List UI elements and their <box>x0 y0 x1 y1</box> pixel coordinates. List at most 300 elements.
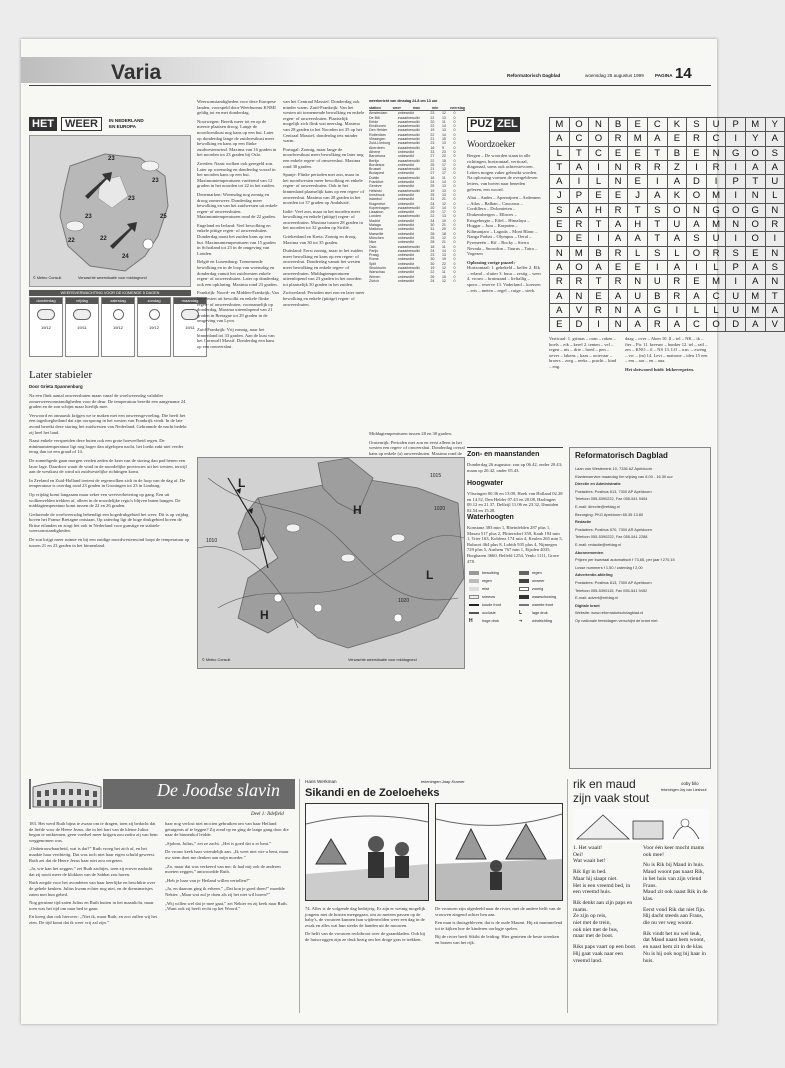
temps-table-cell: 0 <box>453 188 456 193</box>
temps-table-cell: onbewolkt <box>397 171 414 176</box>
header-rule <box>29 85 711 86</box>
legend-swatch <box>469 612 479 614</box>
weather-logo-sub2: EN EUROPA <box>109 124 136 129</box>
temps-table-cell: zwaarbewolkt <box>397 124 420 129</box>
isobar-label: 1020 <box>434 506 446 512</box>
grid-letter: E <box>687 275 707 289</box>
temps-table-cell: Genève <box>369 184 382 189</box>
paragraph: „Ja, en daarom ging ik erheen.” „Dat kon je goed doen!” moedde Nekter. „Maar wat zul je doen als zij het niet wil horen?” <box>165 886 285 897</box>
temps-table-cell: 0 <box>453 201 456 206</box>
grid-letter: A <box>609 290 629 304</box>
temps-table-cell: 13 <box>441 214 446 219</box>
grid-letter: R <box>687 132 707 146</box>
temps-table-cell: 22 <box>430 214 435 219</box>
legend-swatch <box>519 571 529 575</box>
temps-table-cell: onbewolkt <box>397 154 414 159</box>
grid-letter: R <box>609 132 629 146</box>
story-line: Oei! <box>573 851 583 858</box>
pressure-label: L <box>426 568 434 582</box>
grid-letter: S <box>687 232 707 246</box>
temps-table-cell: 24 <box>430 248 435 253</box>
legend-swatch <box>469 587 479 591</box>
paragraph: België en Luxemburg: Toenemende bewolking en in de loop van woensdag en donderdag vanuit het zuidwesten enkele regen- of onweersbuien. Later op donderdag ook een opklaring. Maxima rond 23 graden. <box>197 259 279 287</box>
temps-table-cell: 22 <box>430 124 435 129</box>
story-line: niet met de trein, <box>573 920 611 927</box>
temps-table-cell: 19 <box>441 257 446 262</box>
temps-table-cell: Kopenhagen <box>369 205 390 210</box>
legend-row: mist zonnig <box>469 585 563 593</box>
temps-table-cell: 0 <box>453 180 456 185</box>
grid-letter: E <box>550 318 570 332</box>
temps-table-cell: 17 <box>441 171 446 176</box>
grid-letter: A <box>550 132 570 146</box>
temps-table-cell: 16 <box>430 175 435 180</box>
temps-table-cell: 31 <box>430 227 435 232</box>
temps-table-cell: 13 <box>441 141 446 146</box>
paragraph: De vrouw keek haar vriendelijk aan. „Ik weet niet wie u bent, maar uw stem doet me denken aan mijn moeder.” <box>165 849 289 860</box>
legend-row: bewolking regen <box>469 569 563 577</box>
story-line: Wat waait het! <box>573 858 606 865</box>
hoogwater-title: Hoogwater <box>467 480 504 487</box>
grid-letter: H <box>589 204 609 218</box>
grid-letter: Y <box>746 132 766 146</box>
temps-table-cell: onbewolkt <box>397 274 414 279</box>
temps-table-cell: Split <box>369 261 376 266</box>
temps-table-cell: Lissabon <box>369 210 384 215</box>
map-temp: 23 <box>128 196 135 202</box>
hoogwater-text: Vlissingen 00.36 en 13.09, Hoek van Holland 02.28 en 14.52, Den Helder 07.43 en 20.08, Harlingen 09.12 en 21.37, Delfzijl 11.06 en 23.32, IJmuiden 02.54 en 15.28. <box>467 491 563 513</box>
temps-table-cell: 0 <box>453 205 456 210</box>
grid-letter: A <box>746 275 766 289</box>
story-line: Hij gaat vaak naar een vreemd land. <box>573 950 624 964</box>
temps-table-cell: Klagenfurt <box>369 201 386 206</box>
temps-table-cell: 0 <box>453 115 456 120</box>
colofon-lines <box>575 465 707 624</box>
masthead-paper: Reformatorisch Dagblad <box>507 73 561 78</box>
comic-panel-left <box>305 803 429 901</box>
temps-table-cell: 0 <box>453 141 456 146</box>
comic-illustration <box>436 804 562 900</box>
story-line: Eerst vond Rik dat niet fijn. <box>643 906 706 913</box>
map-credit: © Meteo Consult <box>202 658 231 662</box>
grid-letter: S <box>726 247 746 261</box>
temps-table-cell: 0 <box>453 124 456 129</box>
grid-letter: N <box>746 189 766 203</box>
temps-table-cell: 25 <box>430 184 435 189</box>
pressure-label: H <box>353 503 362 517</box>
paragraph: Horizontaal: 1. gehekeld – keffer 2. Elk – erland – sluiter 3. buur – zestig – weer 4. vrouw – bruinzand – lieftallig – spoor – reserve 13. Vaderland – koersen – erts – meten – regel – ruige – sterk. <box>467 265 541 293</box>
temps-table-cell: 19 <box>430 188 435 193</box>
colofon-line: E-mail: redactie@refdag.nl <box>575 541 622 547</box>
puzzle-solution-title: Oplossing vorige puzzel: <box>467 259 515 265</box>
paragraph: Zwitserland: Perioden met zon en later meer bewolking en enkele (pittige) regen- of onweersbuien. <box>283 290 365 307</box>
temps-table-cell: 22 <box>430 158 435 163</box>
temps-table-cell: onbewolkt <box>397 218 414 223</box>
temps-table-cell: 0 <box>453 253 456 258</box>
temps-table-cell: onbewolkt <box>397 240 414 245</box>
temps-table-cell: 0 <box>453 149 456 154</box>
temps-table-cell: onbewolkt <box>397 257 414 262</box>
forecast-temp: 19/12 <box>40 325 51 330</box>
kids-drawing <box>573 809 709 843</box>
word-search-grid <box>549 117 785 332</box>
grid-letter: A <box>687 218 707 232</box>
grid-letter: M <box>707 275 727 289</box>
temps-table-cell: onbewolkt <box>397 261 414 266</box>
map-temp: 23 <box>85 214 92 220</box>
temps-table-cell: 12 <box>441 201 446 206</box>
grid-letter: I <box>766 232 785 246</box>
temps-table-cell: Mallorca <box>369 227 383 232</box>
temps-table-cell: 0 <box>453 197 456 202</box>
paragraph: Nog geruime tijd zaten Julius en Ruth buiten in het maanlicht, maar toen was het tijd om naar bed te gaan. <box>29 900 154 911</box>
grid-letter: I <box>707 175 727 189</box>
weather-article-title: Later stabieler <box>29 369 93 381</box>
temps-table-cell: zwaarbewolkt <box>397 119 420 124</box>
temps-table-cell: Rome <box>369 257 379 262</box>
temps-table-cell: Marseille <box>369 231 384 236</box>
temps-table-cell: Eelde <box>369 119 379 124</box>
temps-table-cell: 17 <box>441 162 446 167</box>
grid-letter: E <box>746 247 766 261</box>
forecast-day-name: donderdag <box>30 298 62 304</box>
kids-illustration <box>573 809 709 843</box>
grid-letter: T <box>589 218 609 232</box>
paragraph: Bergen – De woorden staan in alle richtingen, horizontaal, verticaal, diagonaal, soms ook achterstevoren. Letters mogen vaker gebruikt worden. Na oplossing vormen de overgebleven letters, van boven naar beneden gelezen, een woord. <box>467 153 538 192</box>
temps-table-cell: 23 <box>430 141 435 146</box>
grid-letter: A <box>609 232 629 246</box>
temps-table-cell: 0 <box>453 235 456 240</box>
temps-table <box>369 106 465 283</box>
grid-letter: M <box>707 218 727 232</box>
temps-table-cell: Eindhoven <box>369 124 386 129</box>
grid-letter: I <box>648 261 668 275</box>
temps-table-cell: 13 <box>441 167 446 172</box>
temps-table-title: weerbericht van dinsdag 24-8 om 13 uur <box>369 99 438 103</box>
temps-table-cell: 13 <box>441 188 446 193</box>
grid-letter: A <box>648 132 668 146</box>
grid-letter: E <box>628 175 648 189</box>
story-line: Ze zijn op reis, <box>573 913 607 920</box>
forecast-temp: 19/11 <box>77 325 87 330</box>
grid-letter: I <box>726 161 746 175</box>
forecast-title: WEERSVERWACHTING VOOR DE KOMENDE 5 DAGEN <box>29 290 191 296</box>
column-divider <box>299 779 300 1013</box>
paragraph: Portugal: Zonnig, maar lange de noordwestkust meer bewolking en later nog een enkele regen- of onweersbui. Maxima rond 30 graden. <box>283 146 364 169</box>
temps-table-cell: 13 <box>441 253 446 258</box>
sun-icon <box>314 604 322 612</box>
grid-letter: O <box>570 118 590 132</box>
grid-letter: N <box>609 175 629 189</box>
europe-weather-map <box>197 457 465 669</box>
colofon-line: Laan van Westenenk 10, 7336 AZ Apeldoorn <box>575 466 653 471</box>
temps-table-cell: onbewolkt <box>397 149 414 154</box>
legend-swatch <box>469 579 479 583</box>
grid-letter: E <box>570 232 590 246</box>
temps-table-cell: zwaarbewolkt <box>397 188 420 193</box>
temps-table-cell: 0 <box>453 223 456 228</box>
colofon-line: E-mail: directie@refdag.nl <box>575 503 620 509</box>
sun-icon <box>394 614 402 622</box>
serial-subtitle: Deel 1: Ildefield <box>251 812 284 817</box>
grid-letter: A <box>668 318 688 332</box>
grid-letter: N <box>609 318 629 332</box>
temps-table-cell: 11 <box>441 119 446 124</box>
temps-table-cell: Istanbul <box>369 197 382 202</box>
grid-letter: A <box>668 175 688 189</box>
grid-letter: R <box>609 204 629 218</box>
grid-letter: E <box>589 290 609 304</box>
temps-table-cell: Frankfurt <box>369 180 384 185</box>
paragraph: Zuid-Frankrijk: Vrij zonnig, naar het binnenland tot 33 graden. Aan de kust van het Cornwall Massif. Donderdag een kans op een onweersbui. <box>197 326 275 349</box>
puzzle-solution-col <box>625 336 709 376</box>
paragraph: „Sjalom, Julius,” zei ze zacht. „Het is goed dat u er bent.” <box>165 840 272 846</box>
grid-letter: C <box>589 147 609 161</box>
legend-swatch <box>519 604 529 606</box>
temps-table-cell: Innsbruck <box>369 192 385 197</box>
grid-letter: N <box>609 304 629 318</box>
temps-table-cell: 15 <box>441 158 446 163</box>
legend-swatch: H <box>469 618 473 624</box>
temps-table-cell: 0 <box>453 132 456 137</box>
temps-table-cell: 28 <box>430 240 435 245</box>
page-number: 14 <box>675 65 692 82</box>
grid-letter: G <box>726 147 746 161</box>
story-line: Nu is Rik bij Maud in huis. <box>643 862 705 869</box>
temps-table-cell: Dublin <box>369 175 380 180</box>
kids-illustrator: tekeningen Joy van Lieshout <box>661 788 707 792</box>
cloud-icon <box>141 161 159 171</box>
temps-table-cell: 0 <box>453 231 456 236</box>
legend-swatch: L <box>519 610 523 616</box>
map-credit: © Meteo Consult <box>33 276 62 280</box>
comic-title: Sikandi en de Zoeloeheks <box>305 787 440 799</box>
temps-table-cell: onbewolkt <box>397 235 414 240</box>
colofon-line: E-mail: advert@refdag.nl <box>575 595 619 601</box>
paragraph: „Zo, maar dat was verkeerd van me; ik had mij ook de anderen moeten zeggen,” antwoordde Ruth. <box>165 863 281 875</box>
column-divider <box>567 779 568 1013</box>
temps-table-cell: 0 <box>453 128 456 133</box>
paragraph: Verticaal: 1. grimas – oom – raken – boels – eik – kerel 2. tenten – vel – regen – nis – drie – hoed – pen – oever – lakens – kaas – ooievaar – broers – zorg – reeks – pracht – kind – eng. <box>549 336 617 369</box>
temps-table-cell: zwaarbewolkt <box>397 214 420 219</box>
grid-letter: S <box>687 118 707 132</box>
grid-letter: R <box>766 218 785 232</box>
grid-letter: A <box>746 318 766 332</box>
grid-letter: U <box>707 118 727 132</box>
grid-letter: O <box>746 147 766 161</box>
legend-row: occlusie L lage druk <box>469 609 563 617</box>
temps-table-cell: 26 <box>430 274 435 279</box>
story-line: Maud woont pas naast Rik, <box>643 869 705 876</box>
temps-table-cell: zwaarbewolkt <box>397 205 420 210</box>
puzzle-instructions <box>467 153 541 296</box>
grid-letter: M <box>746 290 766 304</box>
puzzle-logo-puz: PUZ <box>467 117 495 132</box>
masthead-date: woensdag 25 augustus 1999 <box>585 73 644 78</box>
temps-table-cell: 0 <box>453 248 456 253</box>
grid-letter: M <box>570 247 590 261</box>
temps-table-cell: Amsterdam <box>369 111 388 116</box>
grid-letter: A <box>628 304 648 318</box>
paragraph: Bij de rivier heeft Sikibi de leiding. Hier genieten de beste strenken en bonen van het rijk. <box>435 934 559 945</box>
temps-table-cell: 12 <box>441 265 446 270</box>
temps-table-cell: 27 <box>430 154 435 159</box>
grid-letter: A <box>628 318 648 332</box>
temps-table-cell: Vlissingen <box>369 137 386 142</box>
colofon-line: Op nationale feestdagen verschijnt de krant niet. <box>575 617 659 623</box>
map-caption: Verwachte weersituatie voor middagrond <box>78 276 147 280</box>
temps-table-cell: 25 <box>430 235 435 240</box>
temps-table-cell: Barcelona <box>369 154 386 159</box>
temps-table-cell: onbewolkt <box>397 201 414 206</box>
temps-table-cell: 25 <box>430 192 435 197</box>
comic-caption-right <box>435 906 563 949</box>
grid-letter: H <box>628 218 648 232</box>
grid-letter: R <box>570 275 590 289</box>
grid-letter: M <box>707 189 727 203</box>
temps-table-cell: onbewolkt <box>397 192 414 197</box>
forecast-day-name: vrijdag <box>66 298 98 304</box>
grid-letter: A <box>668 232 688 246</box>
pressure-label: H <box>260 608 269 622</box>
kids-story-left <box>573 845 639 964</box>
netherlands-land <box>60 154 168 271</box>
grid-letter: O <box>687 247 707 261</box>
grid-letter: G <box>648 304 668 318</box>
colofon-line: Postadres: Postbus 613, 7300 AP Apeldoorn <box>575 488 652 494</box>
pressure-label: L <box>238 476 246 490</box>
grid-letter: T <box>648 218 668 232</box>
temps-table-cell: 13 <box>441 115 446 120</box>
colofon-line: Digitale krant <box>575 602 600 608</box>
grid-letter: G <box>746 204 766 218</box>
paragraph: Middagtemperaturen tussen 28 en 30 graden. <box>369 431 452 436</box>
grid-letter: I <box>726 275 746 289</box>
weather-legend <box>469 569 563 625</box>
colosseum-icon <box>31 779 103 809</box>
colofon-line: Bezorging: PKG Apeldoorn 65.35 13.80 <box>575 511 644 517</box>
temps-table-cell: zwaarbewolkt <box>397 265 420 270</box>
temps-table-cell: 22 <box>430 132 435 137</box>
temps-table-cell: 0 <box>453 111 456 116</box>
grid-letter: A <box>648 189 668 203</box>
temps-table-cell: Praag <box>369 253 379 258</box>
temps-table-cell: 14 <box>441 124 446 129</box>
temps-table-cell: 22 <box>430 115 435 120</box>
temps-table-cell: 21 <box>430 137 435 142</box>
story-line: en naast hem zit in de klas. <box>643 944 704 951</box>
temps-table-cell: 0 <box>453 154 456 159</box>
grid-letter: U <box>628 290 648 304</box>
temps-table-cell: 0 <box>453 218 456 223</box>
temps-table-cell: onbewolkt <box>397 184 414 189</box>
grid-letter: R <box>570 218 590 232</box>
paragraph: De vrouwen zijn afgedeeld naar de rivier, met de andere helft van de vrouwen zingend achter hen aan. <box>435 906 561 917</box>
masthead-page-label: PAGINA <box>655 73 673 78</box>
grid-letter: N <box>766 275 785 289</box>
story-line: Rik vindt het nu wel leuk, <box>643 930 702 937</box>
isobar-label: 1010 <box>206 538 218 544</box>
story-line: Het is een vreemd bed, in een vreemd huis. <box>573 882 631 896</box>
puzzle-solution-col <box>549 336 619 373</box>
grid-letter: S <box>550 204 570 218</box>
story-line: Maar hij slaapt niet. <box>573 875 618 882</box>
grid-letter: R <box>648 318 668 332</box>
colofon-title: Reformatorisch Dagblad <box>575 451 668 460</box>
colofon-line: Directie en Administratie <box>575 481 621 487</box>
weather-logo-het: HET <box>29 117 57 131</box>
temps-table-cell: onbewolkt <box>397 111 414 116</box>
temps-table-cell: Oslo <box>369 244 377 249</box>
grid-letter: I <box>589 232 609 246</box>
puzzle-answer: Het slotwoord luidt: lekkerrepeten. <box>625 366 695 372</box>
temps-table-cell: 0 <box>453 184 456 189</box>
temps-table-cell: 0 <box>453 137 456 142</box>
grid-letter: N <box>766 204 785 218</box>
temps-table-cell: 23 <box>430 111 435 116</box>
grid-letter: L <box>668 247 688 261</box>
grid-letter: A <box>550 290 570 304</box>
temps-table-cell: 0 <box>453 240 456 245</box>
legend-swatch <box>469 571 479 575</box>
temps-table-cell: Rotterdam <box>369 132 386 137</box>
europe-text-column <box>283 99 365 451</box>
kids-author: ooby bilo <box>681 781 699 786</box>
grid-letter: A <box>766 161 785 175</box>
sun-icon <box>149 309 160 320</box>
grid-letter: M <box>746 118 766 132</box>
grid-letter: D <box>550 232 570 246</box>
forecast-day-name: maandag <box>174 298 206 304</box>
temps-table-cell: Bordeaux <box>369 162 385 167</box>
paragraph: Griekenland en Kreta: Zonnig en droog. Maxima van 30 tot 35 graden. <box>283 234 357 245</box>
grid-letter: B <box>668 147 688 161</box>
grid-letter: U <box>726 304 746 318</box>
paragraph: „Onbetrouwbaarheid, wat is dat?” Ruth vroeg het zich af, en het maakte haar verdrietig. Dat was toch niet haar eigen schuld geweest. Ruth zei dat de Heere Jezus haar niet zou vergeten. <box>29 846 156 863</box>
temps-table-cell: 0 <box>453 244 456 249</box>
weather-logo-sub1: IN NEDERLAND <box>109 118 144 123</box>
temps-table-cell: 12 <box>441 278 446 283</box>
grid-letter: D <box>570 318 590 332</box>
paragraph: 183. Het werd Ruth bijna te zwaar om te dragen, toen zij bedacht dat de liefde voor de Heere Jezus, die in het hart van de kleine Julius begon te ontkiemen, geen voedsel meer krijgen zou zodra zij van hem weggenomen was. <box>29 821 158 843</box>
grid-letter: E <box>550 218 570 232</box>
paragraph: Spanje: Flinke perioden met zon, maar in het noordwesten meer bewolking en enkele regen- of onweersbuien. Ook in het binnenland plaatselijk kans op een regen- of onweersbui. Maxima van 28 graden in het noorden tot 37 graden op Andalusië. <box>283 172 365 206</box>
temps-table-cell: Londen <box>369 214 381 219</box>
grid-letter: B <box>648 290 668 304</box>
grid-letter: D <box>687 175 707 189</box>
temps-table-cell: Den Helder <box>369 128 388 133</box>
temps-table-header: station weer max min neerslag <box>369 106 465 110</box>
temps-table-cell: 16 <box>430 145 435 150</box>
temps-table-cell: Budapest <box>369 171 385 176</box>
grid-letter: I <box>726 132 746 146</box>
tides-rule <box>467 447 563 448</box>
temps-table-cell: zwaarbewolkt <box>397 128 420 133</box>
colofon-line: Website: www.reformatorischdagblad.nl <box>575 610 644 616</box>
temps-table-cell: 0 <box>453 119 456 124</box>
temps-table-cell: 24 <box>430 201 435 206</box>
legend-swatch <box>469 604 479 606</box>
temps-table-cell: Malaga <box>369 223 381 228</box>
grid-letter: A <box>609 218 629 232</box>
isobar-label: 1015 <box>430 473 442 479</box>
temps-table-row <box>369 279 465 283</box>
comic-illustrator: tekeningen Jaap Kramer <box>421 779 465 784</box>
grid-letter: L <box>707 261 727 275</box>
grid-letter: C <box>707 132 727 146</box>
temps-table-cell: 14 <box>441 205 446 210</box>
kids-story-right <box>643 845 711 964</box>
